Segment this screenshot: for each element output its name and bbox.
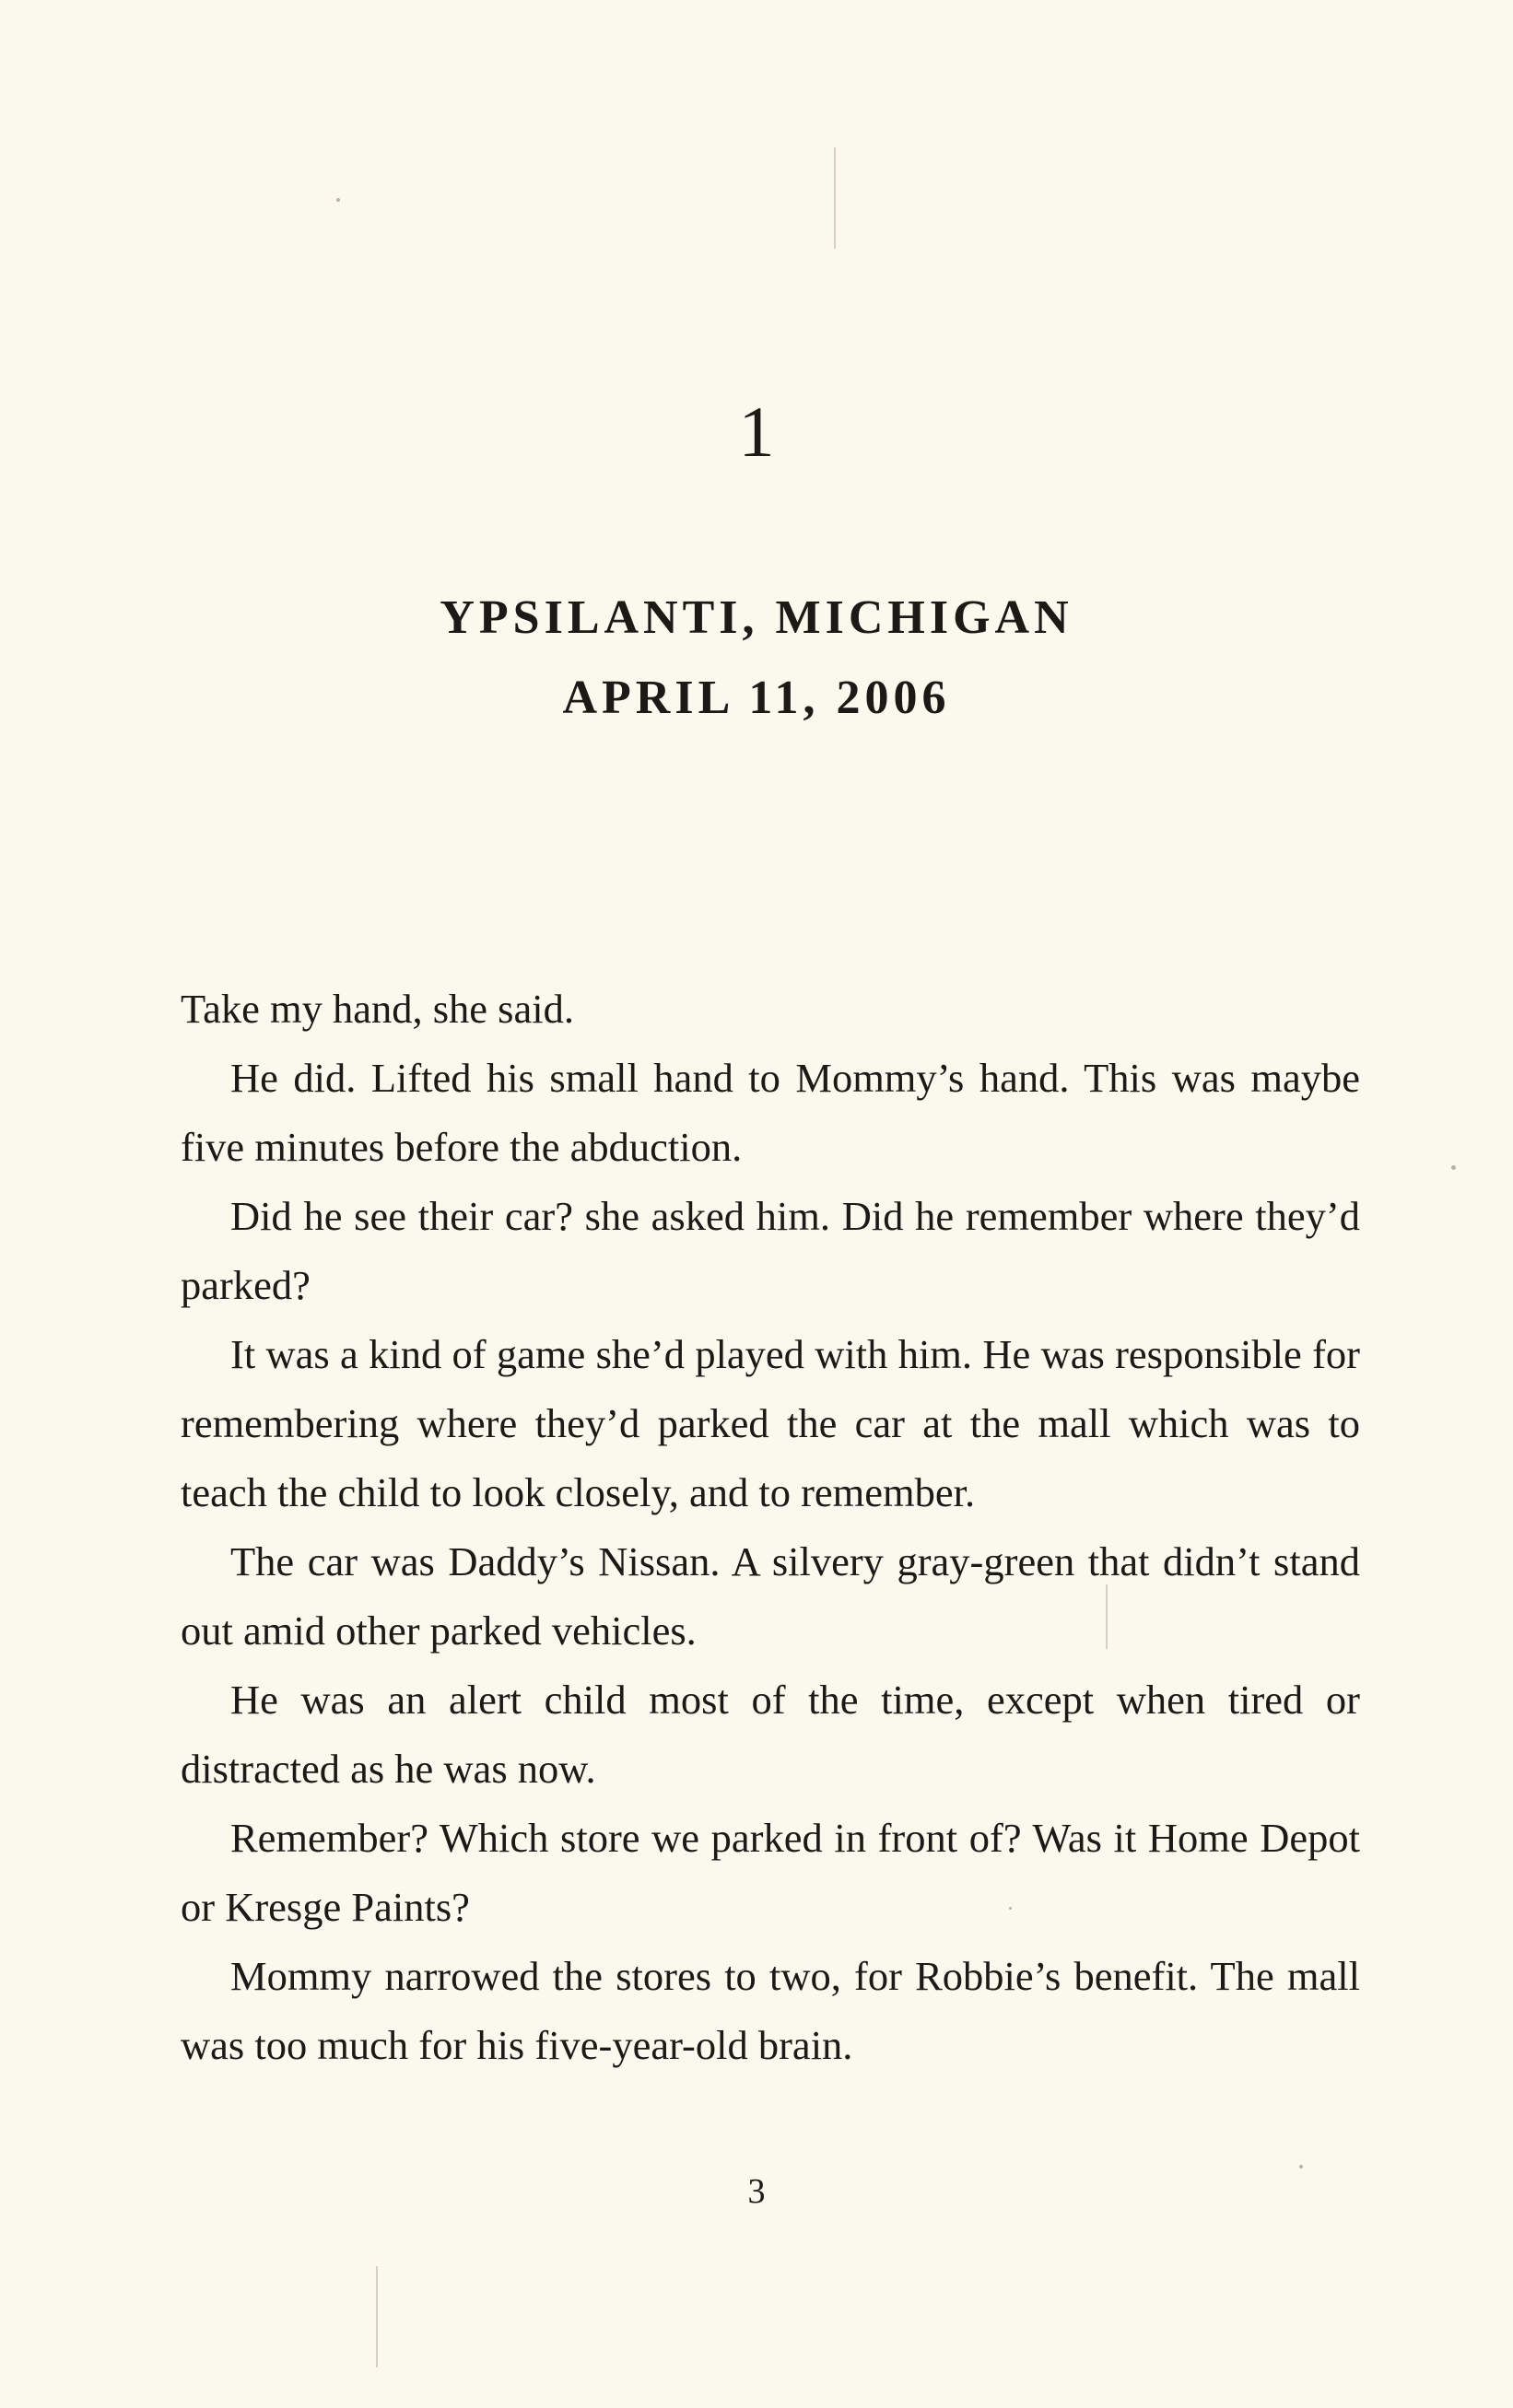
paragraph: He did. Lifted his small hand to Mommy’s hand. This was maybe five minutes before the abduction. [181,1055,1360,1170]
chapter-number: 1 [738,392,775,472]
paragraph: Remember? Which store we parked in front of? Was it Home Depot or Kresge Paints? [181,1815,1360,1930]
scan-scratch [376,2266,378,2367]
scan-speck [336,198,340,202]
scan-scratch [834,147,836,249]
paragraph: Mommy narrowed the stores to two, for Robbie’s benefit. The mall was too much for his five-year-old brain. [181,1953,1360,2068]
chapter-date: APRIL 11, 2006 [562,672,951,724]
scan-speck [1451,1165,1456,1170]
chapter-location: YPSILANTI, MICHIGAN [440,591,1073,644]
paragraph: The car was Daddy’s Nissan. A silvery gray-green that didn’t stand out amid other parked vehicles. [181,1538,1360,1654]
paragraph: He was an alert child most of the time, except when tired or distracted as he was now. [181,1677,1360,1792]
paragraph: Did he see their car? she asked him. Did he remember where they’d parked? [181,1193,1360,1308]
paragraph: Take my hand, she said. [181,986,574,1032]
chapter-body [181,975,1360,2080]
scan-speck [1299,2165,1303,2168]
page-number: 3 [747,2172,766,2211]
paragraph: It was a kind of game she’d played with him. He was responsible for remembering where they’d parked the car at the mall which was to teach the child to look closely, and to remember. [181,1331,1360,1515]
